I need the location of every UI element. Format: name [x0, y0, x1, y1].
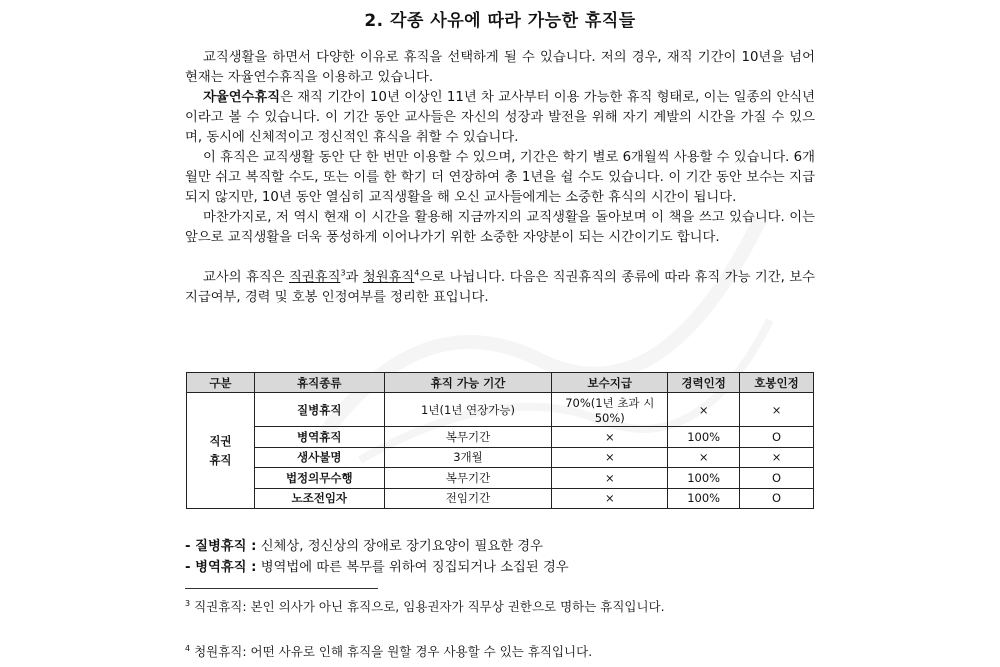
cell-period: 3개월	[384, 447, 552, 468]
category-line-2: 휴직	[209, 452, 232, 467]
header-leave-type: 휴직종류	[254, 373, 384, 393]
paragraph-5	[185, 268, 815, 308]
paragraph-1: 교직생활을 하면서 다양한 이유로 휴직을 선택하게 될 수 있습니다. 저의 경우, 재직 기간이 10년을 넘어 현재는 자율연수휴직을 이용하고 있습니다.	[185, 50, 815, 85]
cell-step: ×	[740, 447, 814, 468]
table-header-row	[187, 373, 814, 393]
cell-career: 100%	[668, 488, 740, 509]
footnote-3	[185, 597, 815, 617]
table-row	[187, 447, 814, 468]
paragraph-2-text: 은 재직 기간이 10년 이상인 11년 차 교사부터 이용 가능한 휴직 형태로, 이는 일종의 안식년이라고 볼 수 있습니다. 이 기간 동안 교사들은 자신의 성장과 발전을 위해 자기 계발의 시간을 가질 수 있으며, 동시에 신체적이고 정신적인 휴식을 취할 수 있습니다.	[185, 90, 815, 145]
section-heading: 2. 각종 사유에 따라 가능한 휴직들	[364, 11, 636, 31]
cell-pay: ×	[552, 468, 668, 489]
cell-kind: 질병휴직	[254, 393, 384, 427]
leave-table	[186, 372, 814, 509]
header-category: 구분	[187, 373, 255, 393]
cell-step: ×	[740, 393, 814, 427]
footnote-text: 직권휴직: 본인 의사가 아닌 휴직으로, 임용권자가 직무상 권한으로 명하는 휴직입니다.	[190, 599, 665, 614]
term-ex-officio-leave: 직권휴직	[289, 270, 341, 285]
p5-text-c: 으로 나뉩니다. 다음은 직권휴직의 종류에 따라 휴직 가능 기간, 보수지급여부, 경력 및 호봉 인정여부를 정리한 표입니다.	[185, 270, 815, 305]
cell-career: 100%	[668, 427, 740, 448]
footnote-mark: 4	[185, 643, 191, 653]
category-line-1: 직권	[209, 433, 232, 448]
cell-step: O	[740, 427, 814, 448]
p5-text-b: 과	[345, 270, 363, 285]
header-career: 경력인정	[668, 373, 740, 393]
cell-period: 복무기간	[384, 427, 552, 448]
cell-kind: 노조전임자	[254, 488, 384, 509]
paragraph-3: 이 휴직은 교직생활 동안 단 한 번만 이용할 수 있으며, 기간은 학기 별로 6개월씩 사용할 수 있습니다. 6개월만 쉬고 복직할 수도, 또는 이를 한 학기 더 연장하여 총 1년을 쉴 수도 있습니다. 이 기간 동안 보수는 지급되지 않지만, 10년 동안 열심히 교직생활을 해 오신 교사들에게는 소중한 휴식의 시간이 됩니다.	[185, 150, 815, 205]
definition-term: - 질병휴직 :	[185, 539, 257, 554]
table-row	[187, 488, 814, 509]
p5-text-a: 교사의 휴직은	[203, 270, 290, 285]
table-row	[187, 468, 814, 489]
cell-step: O	[740, 468, 814, 489]
header-step: 호봉인정	[740, 373, 814, 393]
footnote-ref-3: 3	[340, 268, 346, 278]
cell-pay: 70%(1년 초과 시 50%)	[552, 393, 668, 427]
cell-pay: ×	[552, 427, 668, 448]
definition-desc: 신체상, 정신상의 장애로 장기요양이 필요한 경우	[256, 539, 543, 554]
footnote-divider	[185, 588, 378, 589]
cell-kind: 병역휴직	[254, 427, 384, 448]
header-period: 휴직 가능 기간	[384, 373, 552, 393]
definition-term: - 병역휴직 :	[185, 560, 257, 575]
definition-desc: 병역법에 따른 복무를 위하여 징집되거나 소집된 경우	[256, 560, 569, 575]
footnote-4	[185, 642, 815, 662]
definitions-list	[185, 536, 569, 578]
table-row	[187, 427, 814, 448]
body-text	[185, 48, 815, 308]
cell-kind: 법정의무수행	[254, 468, 384, 489]
header-pay: 보수지급	[552, 373, 668, 393]
term-petition-leave: 청원휴직	[362, 270, 415, 285]
term-self-study-leave: 자율연수휴직	[203, 90, 281, 105]
cell-period: 복무기간	[384, 468, 552, 489]
cell-period: 전임기간	[384, 488, 552, 509]
paragraph-2	[185, 88, 815, 148]
cell-career: 100%	[668, 468, 740, 489]
footnote-ref-4: 4	[414, 268, 420, 278]
cell-step: O	[740, 488, 814, 509]
cell-period: 1년(1년 연장가능)	[384, 393, 552, 427]
cell-kind: 생사불명	[254, 447, 384, 468]
definition-item	[185, 557, 569, 578]
footnote-mark: 3	[185, 598, 191, 608]
paragraph-4: 마찬가지로, 저 역시 현재 이 시간을 활용해 지금까지의 교직생활을 돌아보며 이 책을 쓰고 있습니다. 이는 앞으로 교직생활을 더욱 풍성하게 이어나가기 위한 소중한 자양분이 되는 시간이기도 합니다.	[185, 210, 815, 245]
table-row	[187, 393, 814, 427]
footnote-text: 청원휴직: 어떤 사유로 인해 휴직을 원할 경우 사용할 수 있는 휴직입니다.	[190, 644, 593, 659]
cell-pay: ×	[552, 488, 668, 509]
cell-pay: ×	[552, 447, 668, 468]
cell-career: ×	[668, 447, 740, 468]
category-cell	[187, 393, 255, 509]
definition-item	[185, 536, 569, 557]
cell-career: ×	[668, 393, 740, 427]
